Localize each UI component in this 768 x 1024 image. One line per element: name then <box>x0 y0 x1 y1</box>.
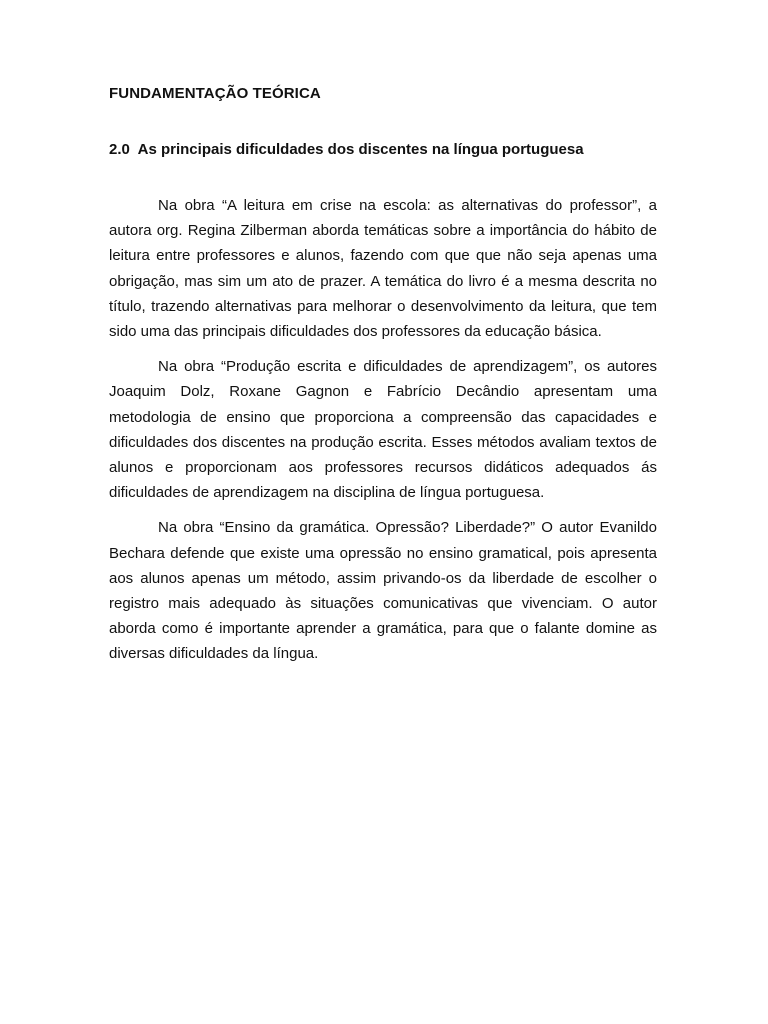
paragraph-3: Na obra “Ensino da gramática. Opressão? Liberdade?” O autor Evanildo Bechara defende que existe uma opressão no ensino gramatical, pois apresenta aos alunos apenas um método, assim privando-os da liberdade de escolher o registro mais adequado às situações comunicativas que vivenciam. O autor aborda como é importante aprender a gramática, para que o falante domine as diversas dificuldades da língua. <box>109 519 657 663</box>
subsection-title: 2.0 As principais dificuldades dos discentes na língua portuguesa <box>109 141 584 158</box>
body-text <box>109 193 657 677</box>
paragraph-2: Na obra “Produção escrita e dificuldades de aprendizagem”, os autores Joaquim Dolz, Roxane Gagnon e Fabrício Decândio apresentam uma metodologia de ensino que proporciona a compreensão das capacidades e dificuldades dos discentes na produção escrita. Esses métodos avaliam textos de alunos e proporcionam aos professores recursos didáticos adequados ás dificuldades de aprendizagem na disciplina de língua portuguesa. <box>109 358 657 502</box>
section-title: FUNDAMENTAÇÃO TEÓRICA <box>109 85 321 102</box>
paragraph-1: Na obra “A leitura em crise na escola: as alternativas do professor”, a autora org. Regina Zilberman aborda temáticas sobre a importância do hábito de leitura entre professores e alunos, fazendo com que que não seja apenas uma obrigação, mas sim um ato de prazer. A temática do livro é a mesma descrita no título, trazendo alternativas para melhorar o desenvolvimento da leitura, que tem sido uma das principais dificuldades dos professores da educação básica. <box>109 197 657 341</box>
